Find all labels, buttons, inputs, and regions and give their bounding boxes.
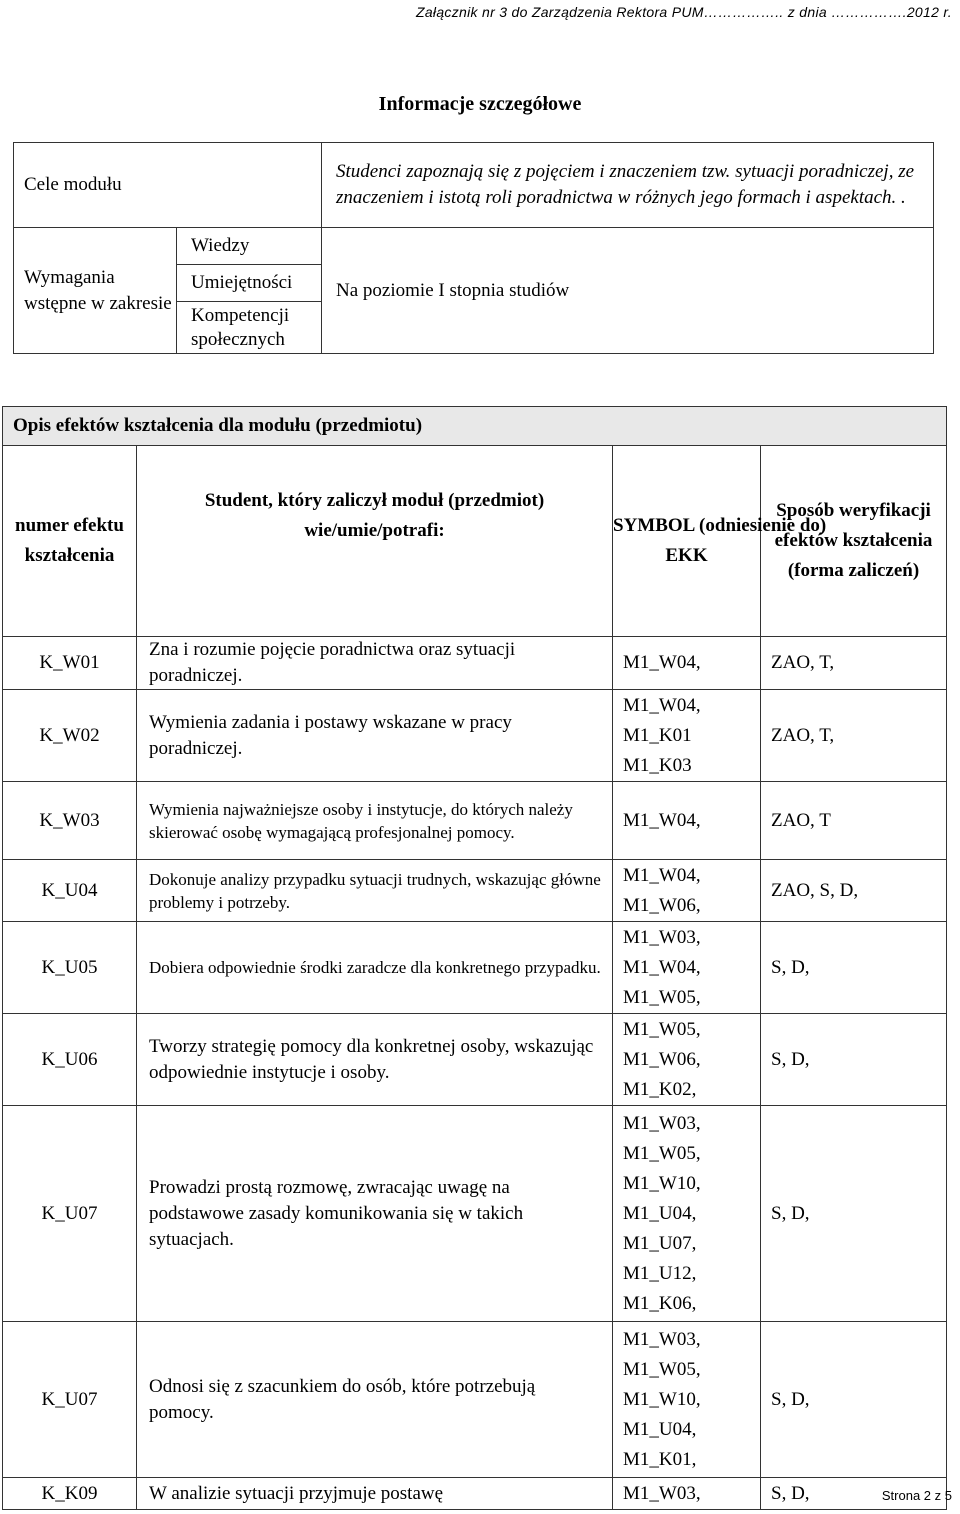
header-symbol-ekk: EKK [665, 545, 708, 566]
effect-code: K_K09 [3, 1478, 137, 1510]
effect-description: Wymienia najważniejsze osoby i instytucje, do których należy skierować osobę wymagającą profesjonalnej pomocy. [137, 782, 613, 860]
symbol-item: M1_W06, [623, 1048, 701, 1070]
symbol-item: M1_W10, [623, 1172, 701, 1194]
effect-code: K_U07 [3, 1106, 137, 1322]
effect-verification: ZAO, T, [761, 690, 947, 782]
symbol-item: M1_U07, [623, 1232, 697, 1254]
header-description: Student, który zaliczył moduł (przedmiot) wie/umie/potrafi: [137, 446, 613, 637]
symbol-item: M1_W04, [623, 694, 701, 716]
symbol-item: M1_W04, [623, 956, 701, 978]
annex-header: Załącznik nr 3 do Zarządzenia Rektora PUM…………….. z dnia …………….2012 r. [415, 4, 952, 20]
symbol-item: M1_W03, [623, 1482, 701, 1504]
effects-table-title: Opis efektów kształcenia dla modułu (przedmiotu) [3, 407, 947, 446]
effect-symbols [613, 860, 761, 922]
table-row [3, 922, 947, 1014]
effect-symbols [613, 690, 761, 782]
table-row [3, 1322, 947, 1478]
effect-symbols [613, 1014, 761, 1106]
symbol-item: M1_U04, [623, 1418, 697, 1440]
symbol-item: M1_W04, [623, 652, 701, 673]
effect-verification: S, D, [761, 922, 947, 1014]
header-verification: Sposób weryfikacji efektów kształcenia (forma zaliczeń) [761, 446, 947, 637]
header-code: numer efektu kształcenia [3, 446, 137, 637]
symbol-item: M1_U04, [623, 1202, 697, 1224]
symbol-item: M1_W06, [623, 894, 701, 916]
table-row [3, 1478, 947, 1510]
req-skills: Umiejętności [177, 265, 322, 302]
effect-verification: S, D, [761, 1478, 947, 1510]
effect-symbols [613, 1478, 761, 1510]
symbol-item: M1_W05, [623, 986, 701, 1008]
req-social: Kompetencji społecznych [177, 302, 322, 354]
effect-code: K_U06 [3, 1014, 137, 1106]
symbol-item: M1_K06, [623, 1292, 697, 1314]
module-info-table [13, 142, 934, 354]
header-symbol [613, 446, 827, 637]
table-row [3, 690, 947, 782]
header-symbol-text: SYMBOL (odniesienie do) [613, 515, 827, 536]
effect-code: K_W02 [3, 690, 137, 782]
effect-verification: ZAO, T [761, 782, 947, 860]
symbol-item: M1_K01 [623, 724, 692, 746]
page-number: Strona 2 z 5 [881, 1488, 952, 1503]
effect-description: Wymienia zadania i postawy wskazane w pracy poradniczej. [137, 690, 613, 782]
effect-verification: ZAO, S, D, [761, 860, 947, 922]
table-row [3, 782, 947, 860]
effect-description: Dokonuje analizy przypadku sytuacji trudnych, wskazując główne problemy i potrzeby. [137, 860, 613, 922]
effect-symbols [613, 637, 761, 690]
effect-code: K_W03 [3, 782, 137, 860]
effect-symbols [613, 922, 761, 1014]
effect-description: W analizie sytuacji przyjmuje postawę [137, 1478, 613, 1510]
effect-code: K_U05 [3, 922, 137, 1014]
effect-description: Dobiera odpowiednie środki zaradcze dla konkretnego przypadku. [137, 922, 613, 1014]
req-knowledge: Wiedzy [177, 228, 322, 265]
symbol-item: M1_W04, [623, 864, 701, 886]
effects-table [2, 406, 947, 1510]
symbol-item: M1_W04, [623, 809, 701, 831]
symbol-item: M1_W03, [623, 1328, 701, 1350]
effect-description: Tworzy strategię pomocy dla konkretnej osoby, wskazując odpowiednie instytucje i osoby. [137, 1014, 613, 1106]
effect-symbols [613, 1106, 761, 1322]
effect-verification: ZAO, T, [761, 637, 947, 690]
table-row [3, 1106, 947, 1322]
effect-description: Prowadzi prostą rozmowę, zwracając uwagę na podstawowe zasady komunikowania się w takich sytuacjach. [137, 1106, 613, 1322]
effect-code: K_W01 [3, 637, 137, 690]
symbol-item: M1_K01, [623, 1448, 697, 1470]
effect-verification: S, D, [761, 1014, 947, 1106]
symbol-item: M1_W03, [623, 926, 701, 948]
symbol-item: M1_K03 [623, 754, 692, 776]
effect-code: K_U04 [3, 860, 137, 922]
level-text: Na poziomie I stopnia studiów [322, 228, 934, 354]
effect-verification: S, D, [761, 1322, 947, 1478]
requirements-label: Wymagania wstępne w zakresie [14, 228, 177, 354]
table-row [3, 1014, 947, 1106]
symbol-item: M1_W05, [623, 1142, 701, 1164]
goals-label: Cele modułu [14, 143, 322, 228]
effect-symbols [613, 782, 761, 860]
symbol-item: M1_K02, [623, 1078, 697, 1100]
symbol-item: M1_W10, [623, 1388, 701, 1410]
table-row [3, 637, 947, 690]
section-title: Informacje szczegółowe [378, 93, 582, 115]
effect-code: K_U07 [3, 1322, 137, 1478]
table-row [3, 860, 947, 922]
symbol-item: M1_W05, [623, 1358, 701, 1380]
symbol-item: M1_U12, [623, 1262, 697, 1284]
symbol-item: M1_W05, [623, 1018, 701, 1040]
goals-text: Studenci zapoznają się z pojęciem i znaczeniem tzw. sytuacji poradniczej, ze znaczeniem i istotą roli poradnictwa w różnych jego formach i aspektach. . [322, 143, 934, 228]
effect-description: Zna i rozumie pojęcie poradnictwa oraz sytuacji poradniczej. [137, 637, 613, 690]
effect-verification: S, D, [761, 1106, 947, 1322]
symbol-item: M1_W03, [623, 1112, 701, 1134]
effect-symbols [613, 1322, 761, 1478]
effect-description: Odnosi się z szacunkiem do osób, które potrzebują pomocy. [137, 1322, 613, 1478]
